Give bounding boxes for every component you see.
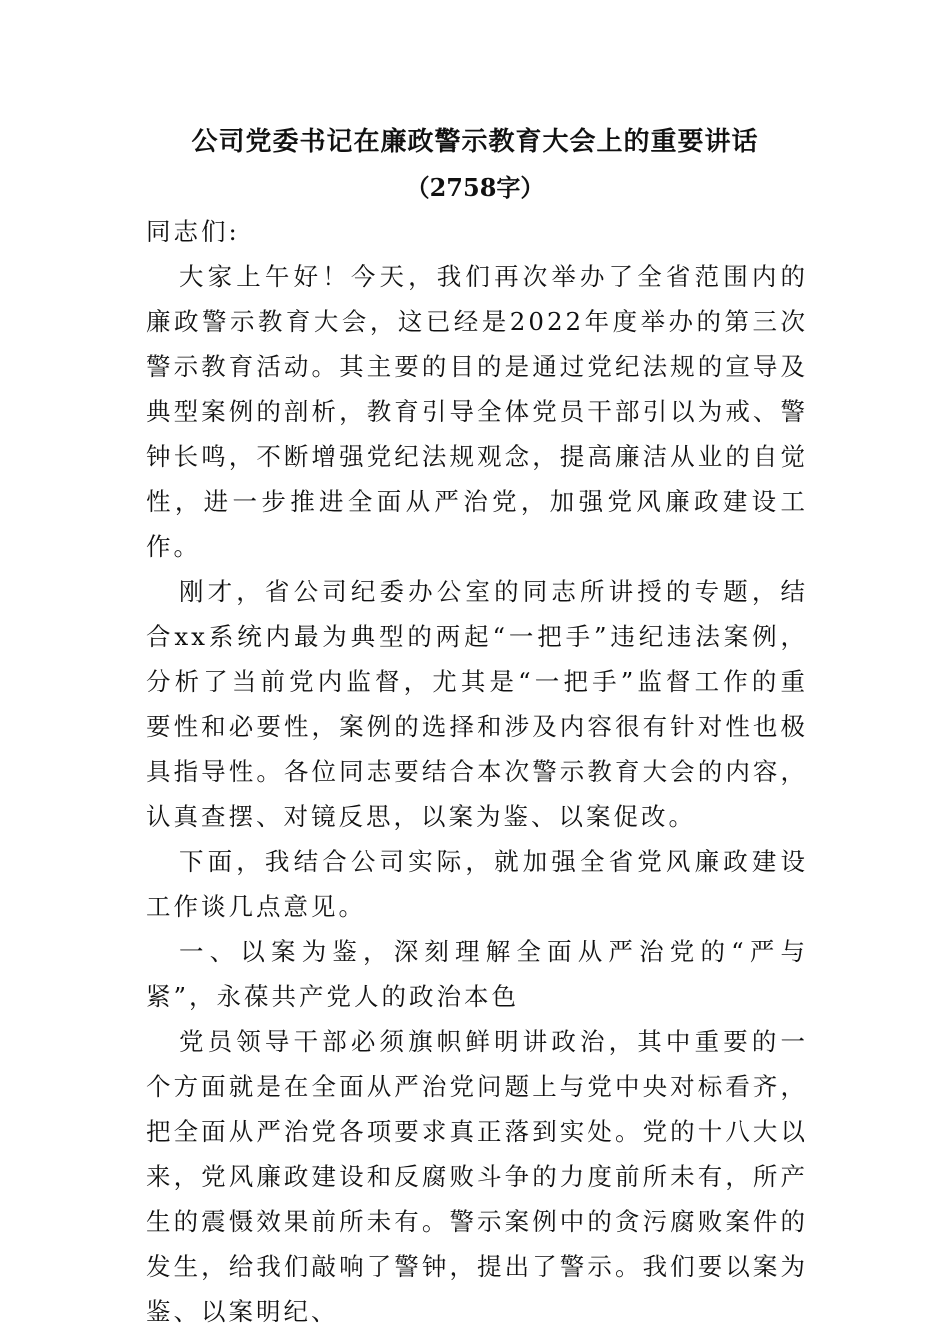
- word-count-subtitle: （2758字）: [405, 173, 545, 202]
- paragraph-opening: 大家上午好！今天，我们再次举办了全省范围内的廉政警示教育大会，这已经是2022年度举办的第三次警示教育活动。其主要的目的是通过党纪法规的宣导及典型案例的剖析，教育引导全体党员干部引以为戒、警钟长鸣，不断增强党纪法规观念，提高廉洁从业的自觉性，进一步推进全面从严治党，加强党风廉政建设工作。: [146, 262, 808, 561]
- document-title: 公司党委书记在廉政警示教育大会上的重要讲话: [191, 127, 759, 157]
- paragraph-intro-opinions: 下面，我结合公司实际，就加强全省党风廉政建设工作谈几点意见。: [146, 847, 808, 921]
- greeting: 同志们:: [146, 217, 240, 246]
- section-heading-1: 一、以案为鉴，深刻理解全面从严治党的“严与紧”，永葆共产党人的政治本色: [146, 937, 808, 1011]
- paragraph-case-analysis: 刚才，省公司纪委办公室的同志所讲授的专题，结合xx系统内最为典型的两起“一把手”违纪违法案例，分析了当前党内监督，尤其是“一把手”监督工作的重要性和必要性，案例的选择和涉及内容很有针对性也极具指导性。各位同志要结合本次警示教育大会的内容，认真查摆、对镜反思，以案为鉴、以案促改。: [146, 577, 808, 831]
- document-body: [146, 209, 808, 1334]
- paragraph-section-1: 党员领导干部必须旗帜鲜明讲政治，其中重要的一个方面就是在全面从严治党问题上与党中央对标看齐，把全面从严治党各项要求真正落到实处。党的十八大以来，党风廉政建设和反腐败斗争的力度前所未有，所产生的震慑效果前所未有。警示案例中的贪污腐败案件的发生，给我们敲响了警钟，提出了警示。我们要以案为鉴、以案明纪、: [146, 1027, 808, 1326]
